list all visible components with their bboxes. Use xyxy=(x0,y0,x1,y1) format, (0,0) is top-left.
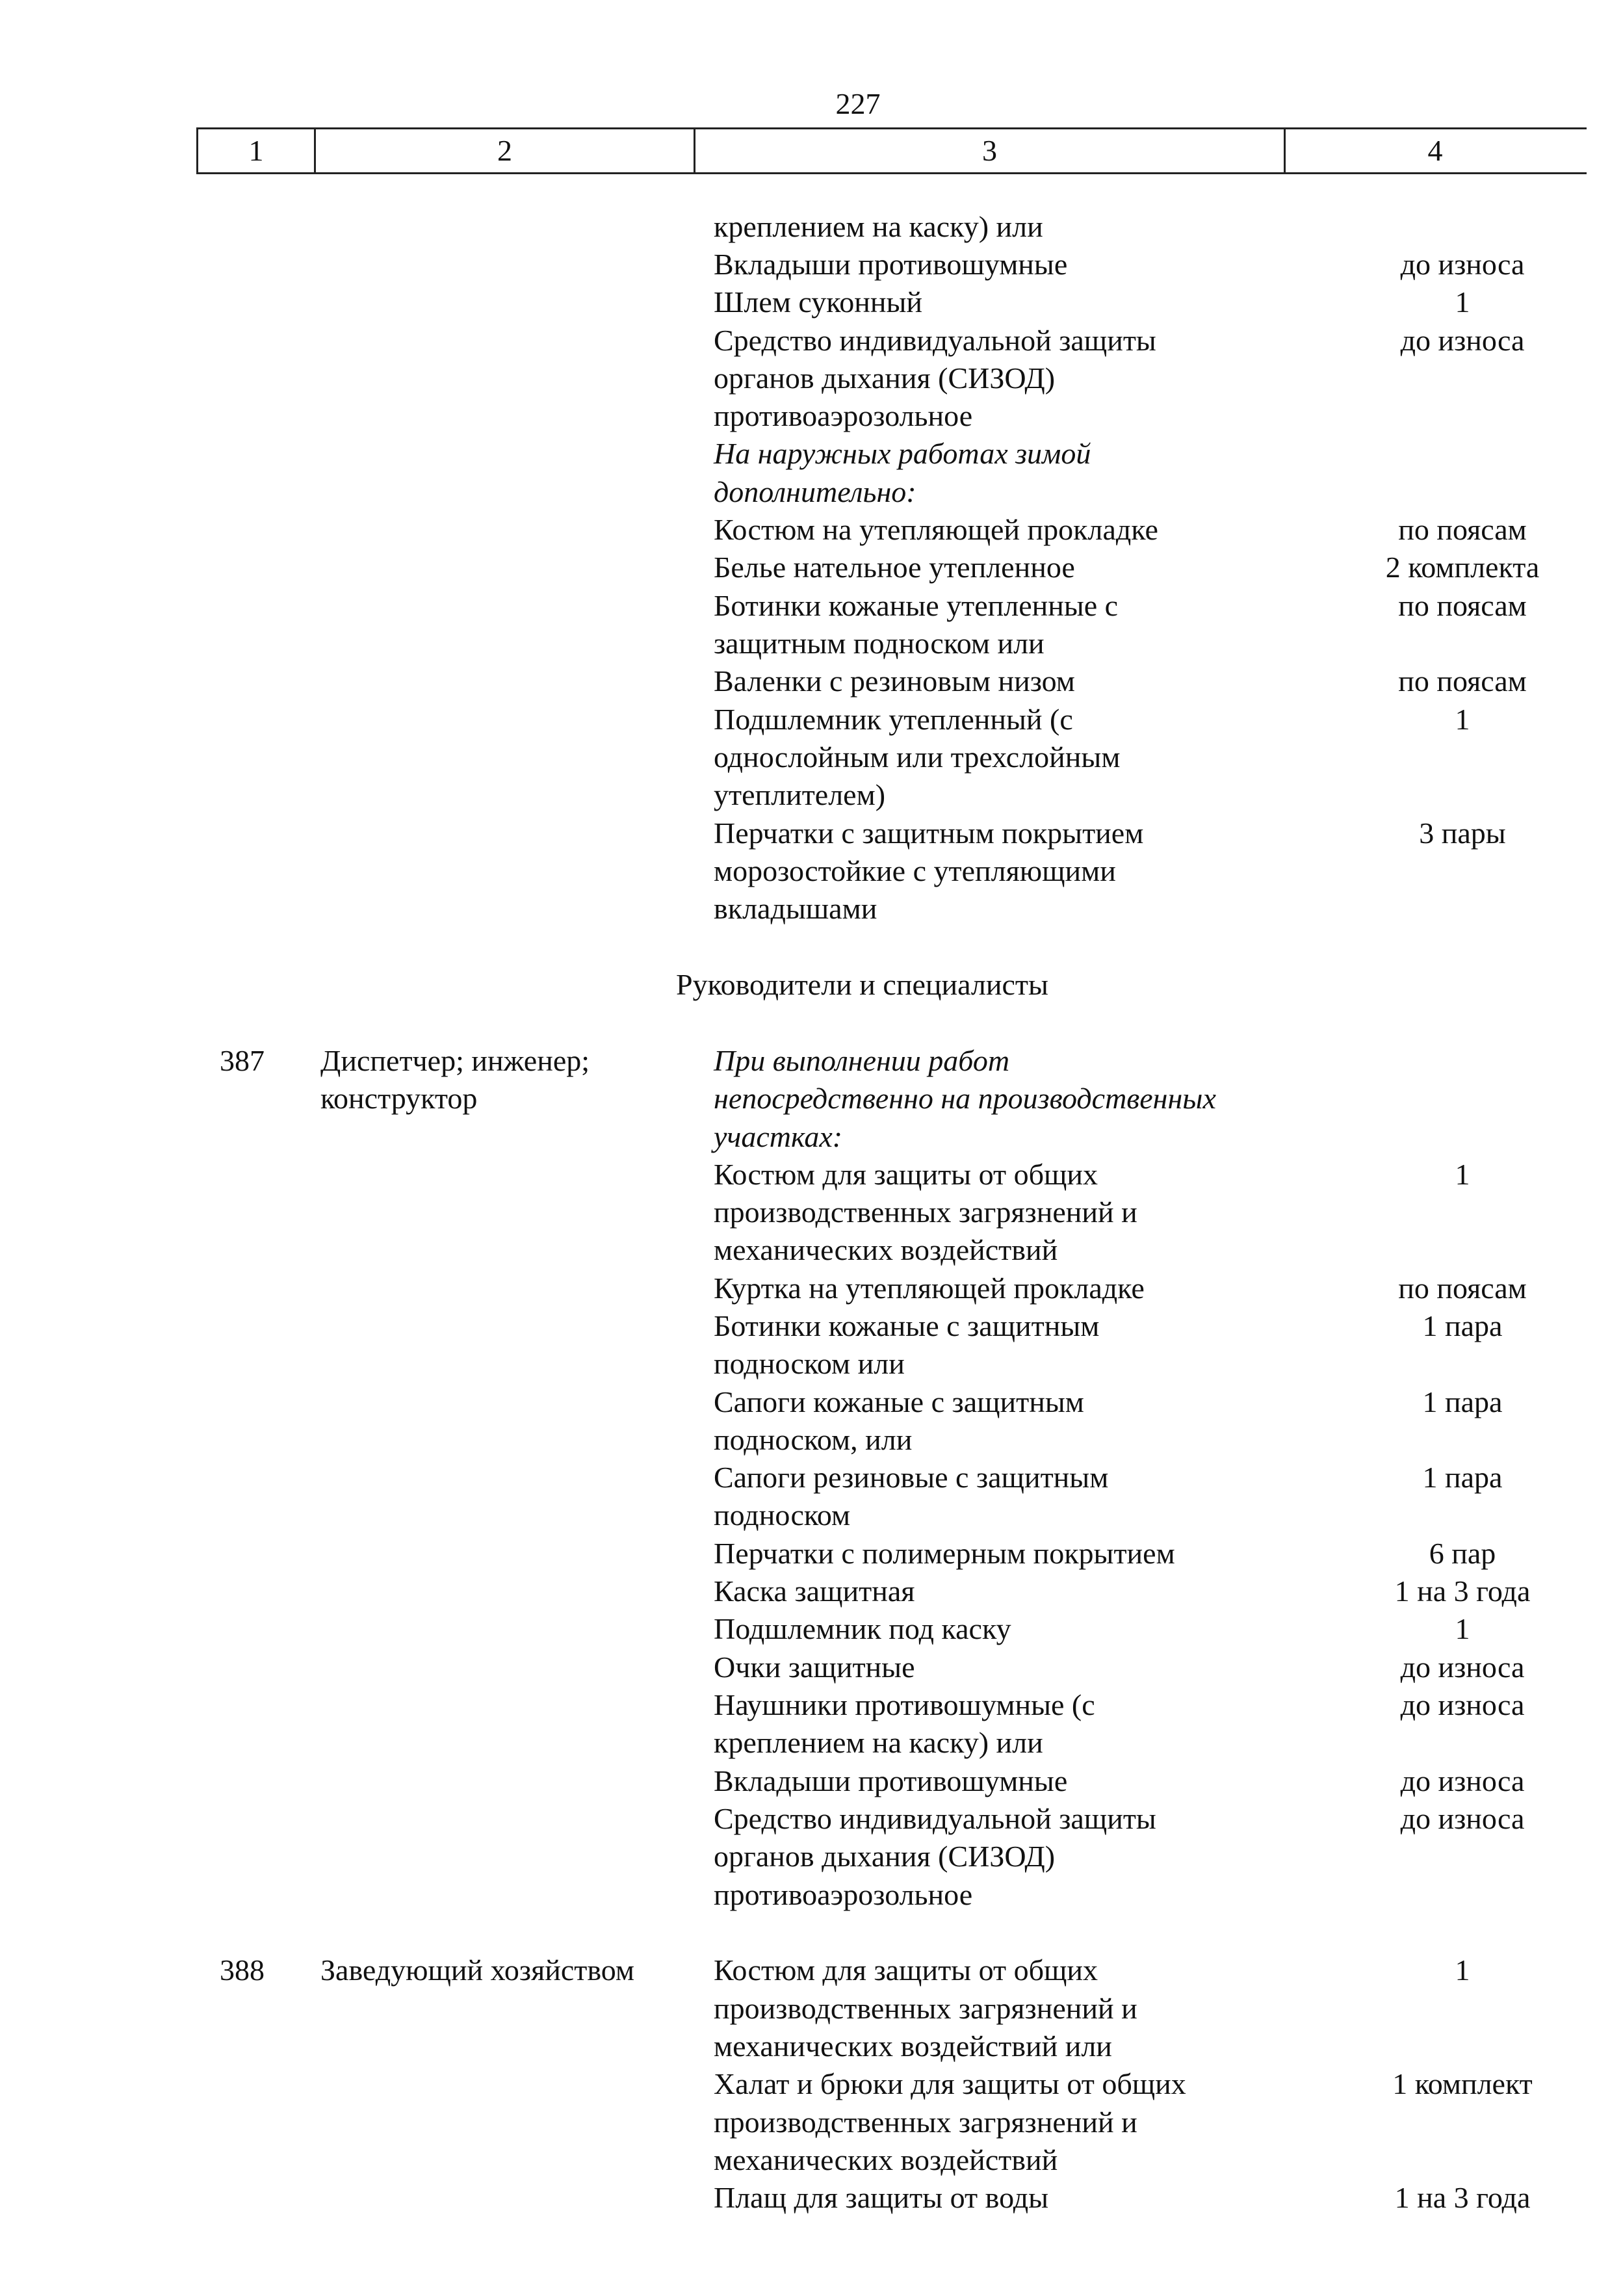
item-text: Плащ для защиты от воды xyxy=(714,2181,1049,2214)
item-text: креплением на каску) или xyxy=(714,210,1043,243)
item-text: производственных загрязнений и xyxy=(714,2106,1137,2139)
item-text: защитным подноском или xyxy=(714,627,1045,660)
item-text: Наушники противошумные (с xyxy=(714,1688,1095,1721)
item-quantity: до износа xyxy=(1400,324,1525,357)
item-text: Вкладыши противошумные xyxy=(714,1764,1068,1797)
item-quantity: 1 пара xyxy=(1422,1309,1503,1342)
item-quantity: до износа xyxy=(1400,248,1525,281)
item-text: Белье нательное утепленное xyxy=(714,551,1075,584)
item-text: механических воздействий или xyxy=(714,2029,1112,2063)
item-text: Ботинки кожаные утепленные с xyxy=(714,589,1119,622)
item-subheading: дополнительно: xyxy=(714,475,916,508)
item-text: морозостойкие с утепляющими xyxy=(714,854,1116,887)
item-quantity: 1 xyxy=(1455,285,1470,319)
item-quantity: до износа xyxy=(1400,1650,1525,1684)
item-text: Каска защитная xyxy=(714,1574,915,1608)
item-quantity: 1 пара xyxy=(1422,1385,1503,1418)
item-quantity: 1 xyxy=(1455,1953,1470,1987)
item-text: Куртка на утепляющей прокладке xyxy=(714,1272,1145,1305)
item-text: однослойным или трехслойным xyxy=(714,740,1121,774)
item-text: подноском или xyxy=(714,1347,905,1380)
page-number: 227 xyxy=(835,87,881,120)
item-text: Средство индивидуальной защиты xyxy=(714,324,1156,357)
item-quantity: до износа xyxy=(1400,1764,1525,1797)
item-quantity: 1 на 3 года xyxy=(1394,2181,1531,2214)
item-subheading: непосредственно на производственных xyxy=(714,1082,1216,1115)
item-text: производственных загрязнений и xyxy=(714,1992,1137,2025)
column-header-table xyxy=(196,127,1587,174)
item-quantity: 1 на 3 года xyxy=(1394,1574,1531,1608)
item-text: Очки защитные xyxy=(714,1650,915,1684)
item-quantity: 1 xyxy=(1455,1612,1470,1645)
item-text: Вкладыши противошумные xyxy=(714,248,1068,281)
item-text: Костюм для защиты от общих xyxy=(714,1158,1098,1191)
item-quantity: по поясам xyxy=(1398,664,1527,698)
item-text: вкладышами xyxy=(714,892,877,925)
entry-number: 388 xyxy=(220,1953,265,1987)
item-text: подноском, или xyxy=(714,1423,913,1456)
item-text: противоаэрозольное xyxy=(714,1878,973,1911)
column-header-2: 2 xyxy=(497,134,512,167)
item-text: органов дыхания (СИЗОД) xyxy=(714,361,1056,395)
section-heading: Руководители и специалисты xyxy=(676,968,1048,1001)
item-subheading: При выполнении работ xyxy=(714,1044,1010,1077)
item-quantity: по поясам xyxy=(1398,589,1527,622)
item-text: утеплителем) xyxy=(714,778,886,811)
item-text: противоаэрозольное xyxy=(714,399,973,432)
profession-name: Диспетчер; инженер; xyxy=(320,1044,590,1077)
item-text: производственных загрязнений и xyxy=(714,1195,1137,1229)
item-text: Шлем суконный xyxy=(714,285,922,319)
item-text: Костюм для защиты от общих xyxy=(714,1953,1098,1987)
item-text: механических воздействий xyxy=(714,1233,1058,1266)
item-text: механических воздействий xyxy=(714,2143,1058,2176)
column-header-3: 3 xyxy=(982,134,997,167)
item-text: органов дыхания (СИЗОД) xyxy=(714,1840,1056,1873)
item-quantity: по поясам xyxy=(1398,1272,1527,1305)
item-quantity: 3 пары xyxy=(1419,816,1506,850)
item-quantity: 6 пар xyxy=(1429,1537,1496,1570)
item-text: Костюм на утепляющей прокладке xyxy=(714,513,1158,546)
item-quantity: 1 xyxy=(1455,703,1470,736)
item-quantity: до износа xyxy=(1400,1802,1525,1835)
item-text: Средство индивидуальной защиты xyxy=(714,1802,1156,1835)
item-text: Валенки с резиновым низом xyxy=(714,664,1075,698)
item-quantity: 1 комплект xyxy=(1392,2067,1533,2100)
item-text: Подшлемник утепленный (с xyxy=(714,703,1073,736)
profession-name: конструктор xyxy=(320,1082,478,1115)
entry-number: 387 xyxy=(220,1044,265,1077)
item-subheading: участках: xyxy=(714,1120,843,1153)
item-quantity: 2 комплекта xyxy=(1385,551,1540,584)
item-quantity: 1 xyxy=(1455,1158,1470,1191)
profession-name: Заведующий хозяйством xyxy=(320,1953,634,1987)
item-text: Сапоги кожаные с защитным xyxy=(714,1385,1084,1418)
item-text: Сапоги резиновые с защитным xyxy=(714,1461,1109,1494)
item-quantity: по поясам xyxy=(1398,513,1527,546)
item-text: Подшлемник под каску xyxy=(714,1612,1011,1645)
item-text: подноском xyxy=(714,1498,851,1532)
column-header-1: 1 xyxy=(248,134,264,167)
item-text: Ботинки кожаные с защитным xyxy=(714,1309,1100,1342)
item-text: Перчатки с защитным покрытием xyxy=(714,816,1144,850)
item-subheading: На наружных работах зимой xyxy=(714,437,1091,470)
item-quantity: 1 пара xyxy=(1422,1461,1503,1494)
column-header-4: 4 xyxy=(1427,134,1443,167)
item-text: Халат и брюки для защиты от общих xyxy=(714,2067,1186,2100)
item-text: Перчатки с полимерным покрытием xyxy=(714,1537,1175,1570)
item-quantity: до износа xyxy=(1400,1688,1525,1721)
item-text: креплением на каску) или xyxy=(714,1726,1043,1759)
